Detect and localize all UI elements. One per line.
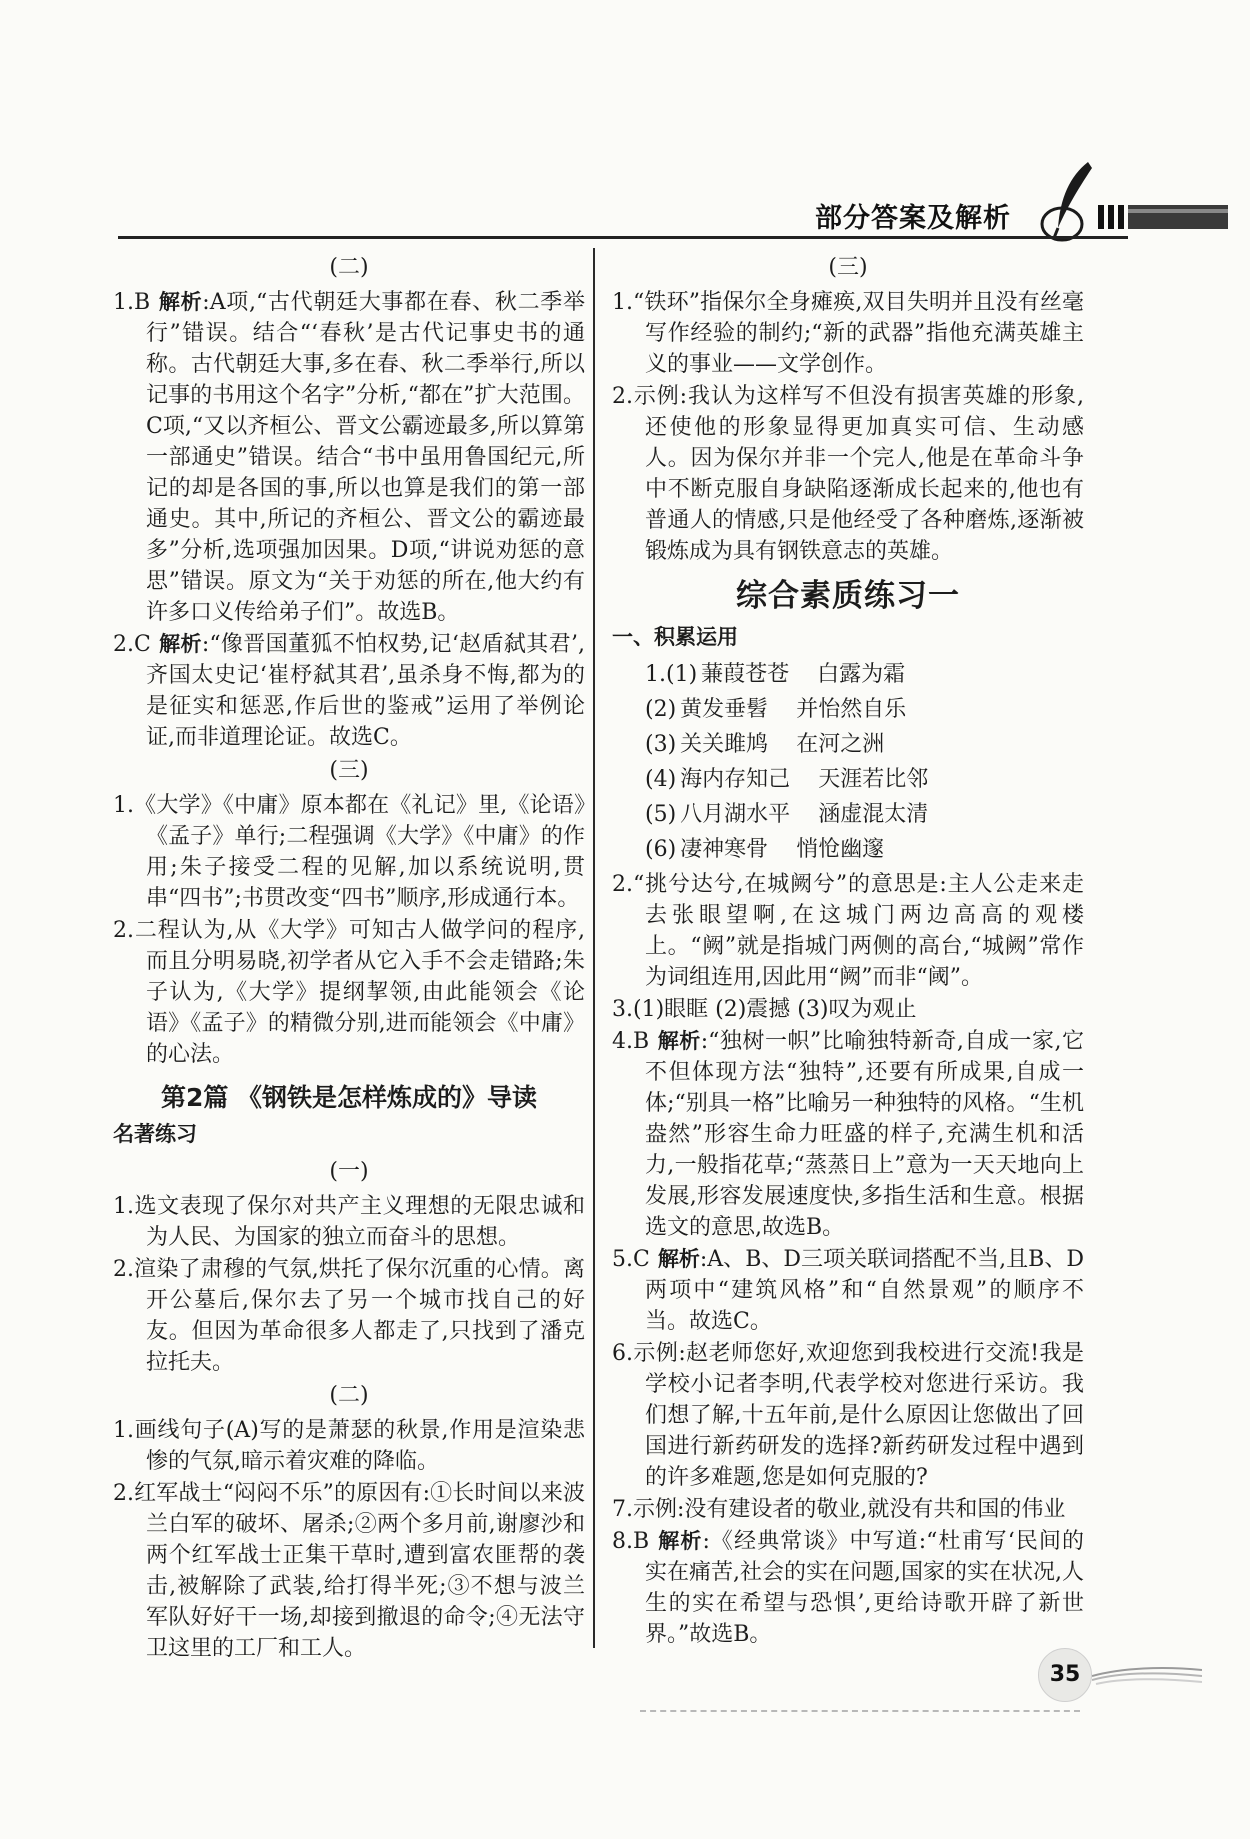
column-divider — [593, 248, 595, 1648]
answer-item: 1.《大学》《中庸》原本都在《礼记》里,《论语》《孟子》单行;二程强调《大学》《中庸》的作用;朱子接受二程的见解,加以系统说明,贯串“四书”;书贯改变“四书”顺序,形成通行本。 — [113, 793, 585, 911]
subsection-heading: 一、积累运用 — [612, 625, 738, 649]
answer-item: 5.C 解析:A、B、D三项关联词搭配不当,且B、D两项中“建筑风格”和“自然景观”的顺序不当。故选C。 — [612, 1247, 1085, 1334]
answer-item: 3.(1)眼眶 (2)震撼 (3)叹为观止 — [612, 997, 917, 1022]
answer-item: 2.渲染了肃穆的气氛,烘托了保尔沉重的心情。离开公墓后,保尔去了另一个城市找自己的好友。但因为革命很多人都走了,只找到了潘克拉托夫。 — [113, 1257, 585, 1375]
answer-item: 2.二程认为,从《大学》可知古人做学问的程序,而且分明易晓,初学者从它入手不会走错路;朱子认为,《大学》提纲挈领,由此能领会《论语》《孟子》的精微分别,进而能领会《中庸》的心法。 — [113, 918, 585, 1067]
answer-item: 2.“挑兮达兮,在城阙兮”的意思是:主人公走来走去张眼望啊,在这城门两边高高的观楼上。“阙”就是指城门两侧的高台,“城阙”常作为词组连用,因此用“阙”而非“阈”。 — [612, 872, 1084, 990]
answer-item: 8.B 解析:《经典常谈》中写道:“杜甫写‘民间的实在痛苦,社会的实在问题,国家的实在状况,人生的实在希望与恐惧’,更给诗歌开辟了新世界。”故选B。 — [612, 1529, 1084, 1647]
section-label: (二) — [329, 1383, 369, 1408]
poem-answer-line: (5) 八月湖水平 涵虚混太清 — [645, 802, 929, 827]
footer-dashed-line — [640, 1710, 1080, 1712]
chapter-heading: 第2篇 《钢铁是怎样炼成的》导读 — [160, 1083, 538, 1112]
answer-item: 1.选文表现了保尔对共产主义理想的无限忠诚和为人民、为国家的独立而奋斗的思想。 — [113, 1194, 585, 1250]
answer-item: 1.“铁环”指保尔全身瘫痪,双目失明并且没有丝毫写作经验的制约;“新的武器”指他充满英雄主义的事业——文学创作。 — [612, 290, 1084, 377]
page-number: 35 — [1038, 1648, 1092, 1702]
header-decoration-bars-icon — [1098, 205, 1230, 229]
section-label: (二) — [329, 255, 369, 280]
answer-item: 2.C 解析:“像晋国董狐不怕权势,记‘赵盾弑其君’,齐国太史记‘崔杼弑其君’,虽杀身不悔,都为的是征实和惩恶,作后世的鉴戒”运用了举例论证,而非道理论证。故选C。 — [113, 632, 585, 750]
exercise-heading: 综合素质练习一 — [736, 578, 960, 614]
poem-answer-line: 1.(1) 蒹葭苍苍 白露为霜 — [645, 662, 906, 687]
page-header-title: 部分答案及解析 — [815, 203, 1011, 234]
poem-answer-line: (4) 海内存知己 天涯若比邻 — [645, 767, 929, 792]
poem-answer-line: (6) 凄神寒骨 悄怆幽邃 — [645, 837, 885, 862]
answer-item: 2.红军战士“闷闷不乐”的原因有:①长时间以来波兰白军的破坏、屠杀;②两个多月前,谢廖沙和两个红军战士正集干草时,遭到富农匪帮的袭击,被解除了武装,给打得半死;③不想与波兰军队好好干一场,却接到撤退的命令;④无法守卫这里的工厂和工人。 — [113, 1481, 585, 1661]
footer-decoration-icon — [1092, 1662, 1202, 1686]
poem-answer-line: (2) 黄发垂髫 并怡然自乐 — [645, 697, 907, 722]
section-label: (三) — [329, 758, 369, 783]
answer-item: 1.画线句子(A)写的是萧瑟的秋景,作用是渲染悲惨的气氛,暗示着灾难的降临。 — [113, 1418, 585, 1474]
answer-item: 6.示例:赵老师您好,欢迎您到我校进行交流!我是学校小记者李明,代表学校对您进行采访。我们想了解,十五年前,是什么原因让您做出了回国进行新药研发的选择?新药研发过程中遇到的许多难题,您是如何克服的? — [612, 1341, 1084, 1490]
answer-item: 2.示例:我认为这样写不但没有损害英雄的形象,还使他的形象显得更加真实可信、生动感人。因为保尔并非一个完人,他是在革命斗争中不断克服自身缺陷逐渐成长起来的,他也有普通人的情感,只是他经受了各种磨炼,逐渐被锻炼成为具有钢铁意志的英雄。 — [612, 384, 1084, 564]
section-label: (三) — [828, 255, 868, 280]
answer-item: 7.示例:没有建设者的敬业,就没有共和国的伟业 — [612, 1497, 1066, 1522]
right-column — [612, 250, 1084, 1651]
subsection-heading: 名著练习 — [113, 1122, 197, 1146]
header-rule — [118, 236, 1128, 239]
section-label: (一) — [329, 1159, 369, 1184]
answer-item: 4.B 解析:“独树一帜”比喻独特新奇,自成一家,它不但体现方法“独特”,还要有所成果,自成一体;“别具一格”比喻另一种独特的风格。“生机盎然”形容生命力旺盛的样子,充满生机和活力,一般指花草;“蒸蒸日上”意为一天天地向上发展,形容发展速度快,多指生活和生意。根据选文的意思,故选B。 — [612, 1029, 1084, 1240]
quill-pen-icon — [1040, 158, 1100, 243]
answer-item: 1.B 解析:A项,“古代朝廷大事都在春、秋二季举行”错误。结合“‘春秋’是古代记事史书的通称。古代朝廷大事,多在春、秋二季举行,所以记事的书用这个名字”分析,“都在”扩大范围。C项,“又以齐桓公、晋文公霸迹最多,所以算第一部通史”错误。结合“书中虽用鲁国纪元,所记的却是各国的事,所以也算是我们的第一部通史。其中,所记的齐桓公、晋文公的霸迹最多”分析,选项强加因果。D项,“讲说劝惩的意思”错误。原文为“关于劝惩的所在,他大约有许多口义传给弟子们”。故选B。 — [113, 290, 586, 625]
left-column — [113, 250, 585, 1665]
poem-answer-line: (3) 关关雎鸠 在河之洲 — [645, 732, 885, 757]
